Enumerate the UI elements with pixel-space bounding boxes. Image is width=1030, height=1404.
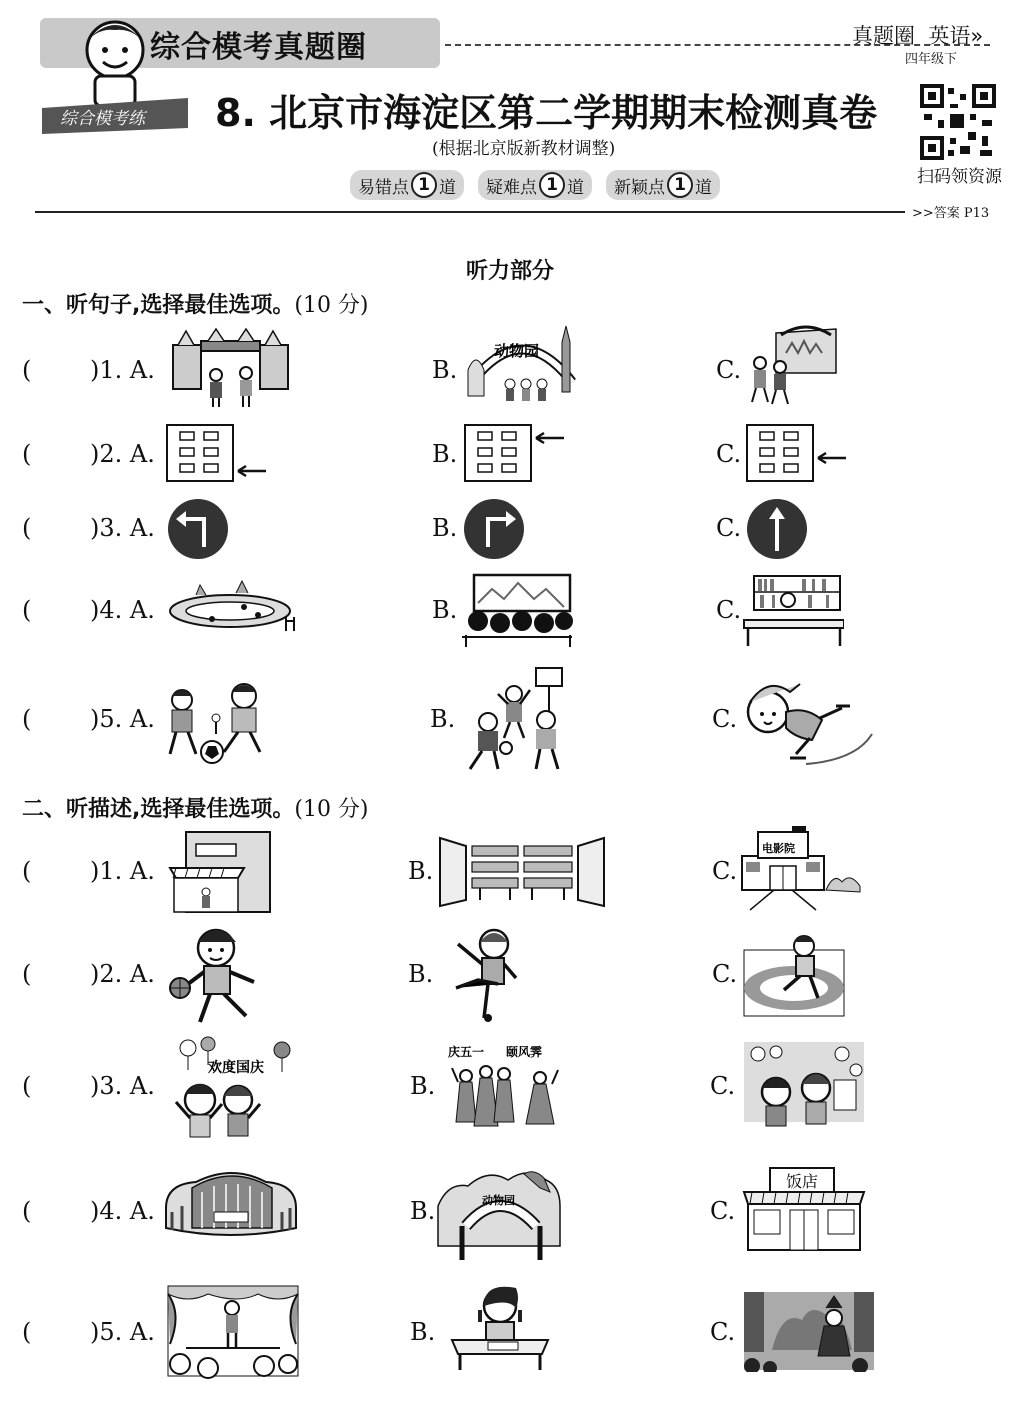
option-b-label: B. bbox=[410, 1197, 436, 1225]
banner-title: 综合模考真题圈 bbox=[150, 30, 367, 65]
childrens-day-picture bbox=[742, 1040, 866, 1130]
option-b-label: B. bbox=[410, 1072, 436, 1100]
page-subtitle: (根据北京版新教材调整) bbox=[432, 139, 616, 159]
go-straight-sign bbox=[745, 497, 809, 561]
building-arrow-top-right bbox=[464, 424, 566, 484]
question-number: )3. A. bbox=[90, 514, 155, 542]
option-b-label: B. bbox=[410, 1318, 436, 1346]
question-number: )4. A. bbox=[90, 596, 155, 624]
qr-code-icon[interactable] bbox=[920, 84, 996, 160]
option-c-label: C. bbox=[712, 857, 738, 885]
question-number: )2. A. bbox=[90, 440, 155, 468]
question-number: )5. A. bbox=[90, 705, 155, 733]
gym-picture bbox=[162, 1168, 300, 1242]
cinema-building-picture bbox=[740, 826, 864, 912]
library-picture bbox=[742, 572, 844, 648]
answer-blank-open-paren[interactable]: ( bbox=[22, 440, 32, 468]
grade-label: 四年级下 bbox=[905, 52, 958, 67]
playground-picture bbox=[166, 577, 302, 637]
section-heading: 听力部分 bbox=[466, 259, 555, 284]
badge-label: 易错点 bbox=[358, 177, 409, 198]
option-b-label: B. bbox=[408, 960, 434, 988]
boy-basketball-picture bbox=[166, 924, 266, 1026]
question-number: )5. A. bbox=[90, 1318, 155, 1346]
question-number: )1. A. bbox=[90, 857, 155, 885]
answer-blank-open-paren[interactable]: ( bbox=[22, 1197, 32, 1225]
zoo-sign-text: 动物园 bbox=[494, 342, 540, 360]
classroom-picture bbox=[436, 834, 608, 908]
national-day-picture bbox=[164, 1034, 298, 1140]
answer-blank-open-paren[interactable]: ( bbox=[22, 356, 32, 384]
answer-blank-open-paren[interactable]: ( bbox=[22, 1072, 32, 1100]
zoo-sign-text: 动物园 bbox=[482, 1194, 515, 1207]
restaurant-picture bbox=[742, 1166, 866, 1252]
caption-may-day: 庆五一 bbox=[448, 1045, 485, 1059]
answer-reference: >>答案 P13 bbox=[912, 206, 990, 221]
part-title-text: 一、听句子,选择最佳选项。 bbox=[22, 293, 295, 318]
option-b-label: B. bbox=[432, 440, 458, 468]
opera-picture bbox=[742, 1290, 876, 1372]
shop-picture bbox=[166, 828, 274, 916]
part-title bbox=[22, 792, 369, 823]
girl-drawing-picture bbox=[446, 1284, 554, 1374]
badge-unit: 道 bbox=[439, 177, 456, 198]
part-title bbox=[22, 288, 369, 319]
mascot-tag: 综合模考练 bbox=[60, 109, 145, 129]
boy-running-picture bbox=[742, 930, 846, 1018]
answer-blank-open-paren[interactable]: ( bbox=[22, 514, 32, 542]
restaurant-sign-text: 饭店 bbox=[786, 1172, 819, 1191]
option-c-label: C. bbox=[712, 705, 738, 733]
option-c-label: C. bbox=[716, 514, 742, 542]
subject-name: 英语 bbox=[928, 24, 971, 48]
part-title-text: 二、听描述,选择最佳选项。 bbox=[22, 797, 295, 822]
building-arrow-bottom-right bbox=[166, 424, 268, 484]
school-gate-picture bbox=[168, 327, 298, 409]
option-c-label: C. bbox=[710, 1318, 736, 1346]
answer-blank-open-paren[interactable]: ( bbox=[22, 1318, 32, 1346]
caption-may-day-2: 颐风霁 bbox=[506, 1045, 543, 1059]
option-c-label: C. bbox=[710, 1072, 736, 1100]
zoo-picture bbox=[436, 1166, 562, 1260]
question-number: )2. A. bbox=[90, 960, 155, 988]
girl-dancing-picture bbox=[442, 926, 522, 1024]
question-number: )3. A. bbox=[90, 1072, 155, 1100]
badge-novel bbox=[606, 170, 720, 200]
difficulty-badges bbox=[350, 170, 720, 200]
option-b-label: B. bbox=[408, 857, 434, 885]
playing-football-picture bbox=[162, 678, 278, 768]
chevron-icon: » bbox=[970, 24, 984, 48]
badge-count: 1 bbox=[667, 172, 693, 198]
qr-label: 扫码领资源 bbox=[917, 167, 1002, 187]
option-c-label: C. bbox=[710, 1197, 736, 1225]
page-title: 8. 北京市海淀区第二学期期末检测真卷 bbox=[215, 91, 878, 135]
question-number: )1. A. bbox=[90, 356, 155, 384]
answer-blank-open-paren[interactable]: ( bbox=[22, 596, 32, 624]
turn-left-sign bbox=[166, 497, 230, 561]
zoo-gate-picture bbox=[462, 322, 582, 410]
badge-label: 疑难点 bbox=[486, 177, 537, 198]
answer-blank-open-paren[interactable]: ( bbox=[22, 960, 32, 988]
stage-singing-picture bbox=[166, 1284, 300, 1380]
header-rule bbox=[35, 211, 905, 213]
turn-right-sign bbox=[462, 497, 526, 561]
part-score: (10 分) bbox=[294, 797, 369, 822]
badge-unit: 道 bbox=[567, 177, 584, 198]
option-c-label: C. bbox=[716, 440, 742, 468]
playing-basketball-picture bbox=[458, 664, 574, 774]
badge-difficult bbox=[478, 170, 592, 200]
cinema-sign-text: 电影院 bbox=[762, 842, 795, 855]
building-arrow-middle-right bbox=[746, 424, 848, 484]
may-day-picture bbox=[438, 1042, 574, 1134]
question-number: )4. A. bbox=[90, 1197, 155, 1225]
caption-national-day: 欢度国庆 bbox=[208, 1060, 264, 1076]
option-c-label: C. bbox=[716, 356, 742, 384]
badge-count: 1 bbox=[411, 172, 437, 198]
skating-picture bbox=[736, 672, 876, 768]
answer-blank-open-paren[interactable]: ( bbox=[22, 705, 32, 733]
option-c-label: C. bbox=[712, 960, 738, 988]
badge-label: 新颖点 bbox=[614, 177, 665, 198]
brand-name: 真题圈 bbox=[852, 24, 915, 48]
option-b-label: B. bbox=[432, 596, 458, 624]
badge-error-prone bbox=[350, 170, 464, 200]
option-b-label: B. bbox=[432, 356, 458, 384]
badge-count: 1 bbox=[539, 172, 565, 198]
park-picture bbox=[746, 323, 841, 411]
part-score: (10 分) bbox=[294, 293, 369, 318]
cinema-picture bbox=[458, 571, 578, 647]
answer-blank-open-paren[interactable]: ( bbox=[22, 857, 32, 885]
option-b-label: B. bbox=[432, 514, 458, 542]
brand-subject bbox=[852, 20, 983, 50]
badge-unit: 道 bbox=[695, 177, 712, 198]
option-c-label: C. bbox=[716, 596, 742, 624]
option-b-label: B. bbox=[430, 705, 456, 733]
